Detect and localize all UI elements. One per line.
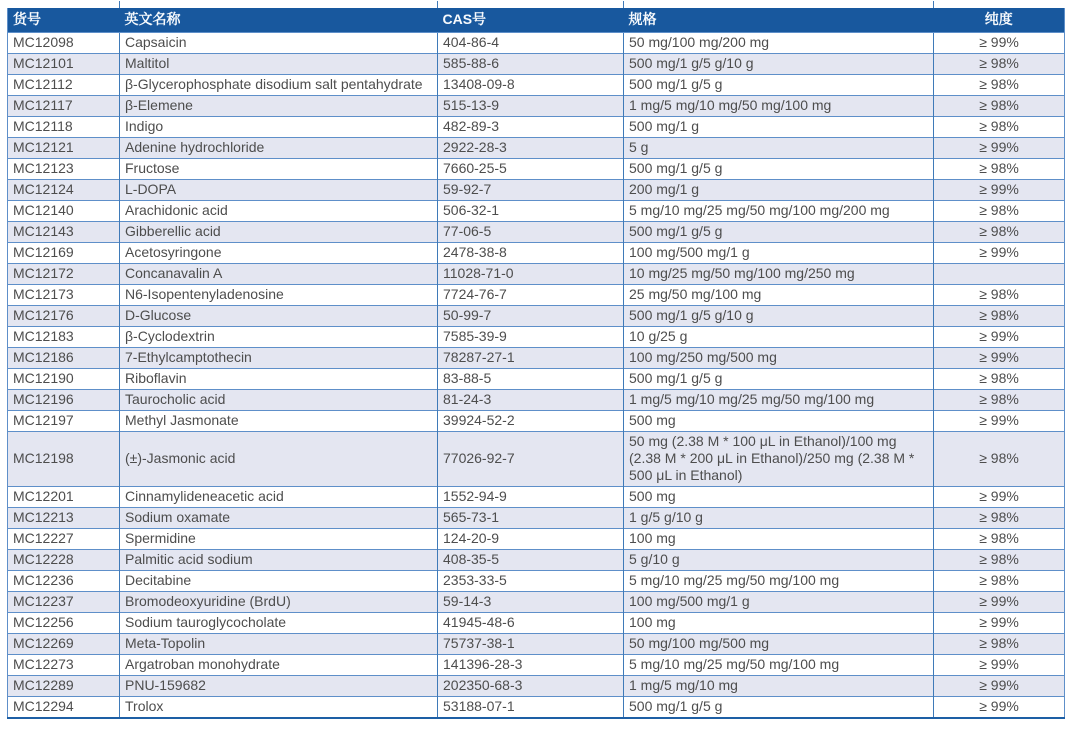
cell-purity: ≥ 99% (934, 138, 1065, 159)
cell-item-no: MC12123 (8, 159, 120, 180)
table-row (8, 33, 1065, 54)
table-row (8, 201, 1065, 222)
table-body (8, 33, 1065, 719)
cell-spec: 100 mg/500 mg/1 g (624, 243, 934, 264)
cell-item-no: MC12169 (8, 243, 120, 264)
cell-english-name: Indigo (120, 117, 438, 138)
cell-item-no: MC12176 (8, 306, 120, 327)
cell-item-no: MC12197 (8, 411, 120, 432)
cell-item-no: MC12236 (8, 571, 120, 592)
column-border-ticks (7, 1, 1064, 8)
cell-english-name: Cinnamylideneacetic acid (120, 487, 438, 508)
table-row (8, 117, 1065, 138)
table-row (8, 487, 1065, 508)
cell-cas: 515-13-9 (438, 96, 624, 117)
table-row (8, 390, 1065, 411)
table-row (8, 75, 1065, 96)
cell-spec: 50 mg (2.38 M * 100 μL in Ethanol)/100 mg (2.38 M * 200 μL in Ethanol)/250 mg (2.38 M * 500 μL in Ethanol) (624, 432, 934, 487)
cell-item-no: MC12256 (8, 613, 120, 634)
cell-item-no: MC12124 (8, 180, 120, 201)
cell-purity (934, 264, 1065, 285)
cell-item-no: MC12140 (8, 201, 120, 222)
cell-purity: ≥ 98% (934, 306, 1065, 327)
cell-cas: 11028-71-0 (438, 264, 624, 285)
cell-english-name: Arachidonic acid (120, 201, 438, 222)
cell-item-no: MC12227 (8, 529, 120, 550)
cell-spec: 100 mg (624, 529, 934, 550)
cell-spec: 100 mg (624, 613, 934, 634)
cell-purity: ≥ 98% (934, 634, 1065, 655)
cell-cas: 59-14-3 (438, 592, 624, 613)
cell-cas: 506-32-1 (438, 201, 624, 222)
table-row (8, 222, 1065, 243)
cell-item-no: MC12112 (8, 75, 120, 96)
cell-cas: 7724-76-7 (438, 285, 624, 306)
cell-english-name: L-DOPA (120, 180, 438, 201)
cell-english-name: Sodium tauroglycocholate (120, 613, 438, 634)
table-row (8, 529, 1065, 550)
cell-english-name: (±)-Jasmonic acid (120, 432, 438, 487)
cell-purity: ≥ 98% (934, 550, 1065, 571)
cell-spec: 25 mg/50 mg/100 mg (624, 285, 934, 306)
cell-cas: 78287-27-1 (438, 348, 624, 369)
cell-spec: 1 mg/5 mg/10 mg/25 mg/50 mg/100 mg (624, 390, 934, 411)
cell-spec: 50 mg/100 mg/500 mg (624, 634, 934, 655)
table-row (8, 592, 1065, 613)
cell-spec: 500 mg (624, 487, 934, 508)
cell-spec: 500 mg/1 g/5 g (624, 369, 934, 390)
cell-english-name: Capsaicin (120, 33, 438, 54)
table-row (8, 138, 1065, 159)
cell-purity: ≥ 98% (934, 75, 1065, 96)
cell-english-name: Decitabine (120, 571, 438, 592)
cell-english-name: Gibberellic acid (120, 222, 438, 243)
cell-cas: 404-86-4 (438, 33, 624, 54)
cell-english-name: D-Glucose (120, 306, 438, 327)
cell-item-no: MC12186 (8, 348, 120, 369)
cell-cas: 202350-68-3 (438, 676, 624, 697)
cell-item-no: MC12183 (8, 327, 120, 348)
cell-item-no: MC12237 (8, 592, 120, 613)
cell-spec: 500 mg (624, 411, 934, 432)
cell-purity: ≥ 98% (934, 390, 1065, 411)
cell-purity: ≥ 98% (934, 222, 1065, 243)
table-row (8, 180, 1065, 201)
table-row (8, 159, 1065, 180)
cell-cas: 408-35-5 (438, 550, 624, 571)
column-header-purity: 纯度 (934, 8, 1065, 33)
cell-english-name: Fructose (120, 159, 438, 180)
cell-purity: ≥ 98% (934, 571, 1065, 592)
table-row (8, 243, 1065, 264)
cell-purity: ≥ 98% (934, 117, 1065, 138)
cell-english-name: Concanavalin A (120, 264, 438, 285)
cell-item-no: MC12198 (8, 432, 120, 487)
cell-cas: 2478-38-8 (438, 243, 624, 264)
cell-spec: 1 mg/5 mg/10 mg/50 mg/100 mg (624, 96, 934, 117)
column-border-stub (119, 1, 120, 8)
cell-english-name: Spermidine (120, 529, 438, 550)
column-header-spec: 规格 (624, 8, 934, 33)
cell-spec: 5 g (624, 138, 934, 159)
cell-purity: ≥ 98% (934, 96, 1065, 117)
cell-purity: ≥ 99% (934, 613, 1065, 634)
table-row (8, 285, 1065, 306)
cell-cas: 2922-28-3 (438, 138, 624, 159)
product-table (7, 8, 1065, 719)
cell-cas: 83-88-5 (438, 369, 624, 390)
column-border-stub (623, 1, 624, 8)
table-row (8, 348, 1065, 369)
cell-english-name: β-Glycerophosphate disodium salt pentahydrate (120, 75, 438, 96)
cell-english-name: Sodium oxamate (120, 508, 438, 529)
table-header-row (8, 8, 1065, 33)
cell-spec: 200 mg/1 g (624, 180, 934, 201)
table-row (8, 613, 1065, 634)
cell-item-no: MC12098 (8, 33, 120, 54)
table-row (8, 697, 1065, 719)
cell-cas: 75737-38-1 (438, 634, 624, 655)
cell-item-no: MC12269 (8, 634, 120, 655)
cell-spec: 10 g/25 g (624, 327, 934, 348)
cell-english-name: β-Elemene (120, 96, 438, 117)
table-row (8, 508, 1065, 529)
cell-cas: 59-92-7 (438, 180, 624, 201)
cell-purity: ≥ 98% (934, 432, 1065, 487)
cell-purity: ≥ 99% (934, 697, 1065, 719)
column-header-cas: CAS号 (438, 8, 624, 33)
cell-english-name: Meta-Topolin (120, 634, 438, 655)
cell-english-name: N6-Isopentenyladenosine (120, 285, 438, 306)
cell-purity: ≥ 99% (934, 180, 1065, 201)
cell-item-no: MC12273 (8, 655, 120, 676)
cell-item-no: MC12190 (8, 369, 120, 390)
cell-item-no: MC12294 (8, 697, 120, 719)
cell-item-no: MC12118 (8, 117, 120, 138)
cell-english-name: Argatroban monohydrate (120, 655, 438, 676)
table-row (8, 571, 1065, 592)
cell-item-no: MC12289 (8, 676, 120, 697)
cell-item-no: MC12172 (8, 264, 120, 285)
cell-purity: ≥ 99% (934, 592, 1065, 613)
cell-spec: 5 mg/10 mg/25 mg/50 mg/100 mg/200 mg (624, 201, 934, 222)
cell-purity: ≥ 99% (934, 655, 1065, 676)
cell-spec: 10 mg/25 mg/50 mg/100 mg/250 mg (624, 264, 934, 285)
cell-cas: 81-24-3 (438, 390, 624, 411)
table-row (8, 634, 1065, 655)
cell-english-name: Adenine hydrochloride (120, 138, 438, 159)
cell-item-no: MC12121 (8, 138, 120, 159)
cell-spec: 50 mg/100 mg/200 mg (624, 33, 934, 54)
cell-purity: ≥ 98% (934, 54, 1065, 75)
cell-english-name: β-Cyclodextrin (120, 327, 438, 348)
cell-item-no: MC12196 (8, 390, 120, 411)
cell-cas: 141396-28-3 (438, 655, 624, 676)
cell-spec: 500 mg/1 g/5 g (624, 159, 934, 180)
cell-purity: ≥ 99% (934, 411, 1065, 432)
cell-purity: ≥ 99% (934, 676, 1065, 697)
cell-cas: 39924-52-2 (438, 411, 624, 432)
cell-item-no: MC12143 (8, 222, 120, 243)
cell-item-no: MC12228 (8, 550, 120, 571)
cell-purity: ≥ 98% (934, 285, 1065, 306)
table-row (8, 327, 1065, 348)
cell-item-no: MC12213 (8, 508, 120, 529)
cell-purity: ≥ 99% (934, 487, 1065, 508)
column-border-stub (437, 1, 438, 8)
cell-english-name: Trolox (120, 697, 438, 719)
cell-purity: ≥ 98% (934, 159, 1065, 180)
cell-purity: ≥ 98% (934, 529, 1065, 550)
cell-cas: 482-89-3 (438, 117, 624, 138)
cell-spec: 5 mg/10 mg/25 mg/50 mg/100 mg (624, 655, 934, 676)
cell-purity: ≥ 98% (934, 369, 1065, 390)
cell-purity: ≥ 99% (934, 348, 1065, 369)
cell-cas: 7585-39-9 (438, 327, 624, 348)
cell-item-no: MC12173 (8, 285, 120, 306)
cell-spec: 500 mg/1 g/5 g/10 g (624, 54, 934, 75)
cell-english-name: Bromodeoxyuridine (BrdU) (120, 592, 438, 613)
cell-spec: 500 mg/1 g/5 g (624, 222, 934, 243)
column-header-english-name: 英文名称 (120, 8, 438, 33)
cell-english-name: Riboflavin (120, 369, 438, 390)
cell-spec: 500 mg/1 g (624, 117, 934, 138)
cell-item-no: MC12201 (8, 487, 120, 508)
cell-cas: 77-06-5 (438, 222, 624, 243)
cell-purity: ≥ 98% (934, 508, 1065, 529)
table-row (8, 54, 1065, 75)
cell-english-name: 7-Ethylcamptothecin (120, 348, 438, 369)
column-header-item-no: 货号 (8, 8, 120, 33)
cell-english-name: Maltitol (120, 54, 438, 75)
cell-purity: ≥ 99% (934, 243, 1065, 264)
cell-english-name: Palmitic acid sodium (120, 550, 438, 571)
table-row (8, 655, 1065, 676)
cell-spec: 500 mg/1 g/5 g (624, 75, 934, 96)
cell-spec: 100 mg/500 mg/1 g (624, 592, 934, 613)
cell-english-name: Methyl Jasmonate (120, 411, 438, 432)
table-row (8, 550, 1065, 571)
cell-purity: ≥ 99% (934, 327, 1065, 348)
cell-spec: 500 mg/1 g/5 g/10 g (624, 306, 934, 327)
cell-cas: 41945-48-6 (438, 613, 624, 634)
cell-cas: 13408-09-8 (438, 75, 624, 96)
cell-cas: 77026-92-7 (438, 432, 624, 487)
cell-cas: 7660-25-5 (438, 159, 624, 180)
cell-cas: 50-99-7 (438, 306, 624, 327)
cell-purity: ≥ 99% (934, 33, 1065, 54)
cell-english-name: Taurocholic acid (120, 390, 438, 411)
cell-spec: 500 mg/1 g/5 g (624, 697, 934, 719)
table-row (8, 306, 1065, 327)
cell-purity: ≥ 98% (934, 201, 1065, 222)
cell-item-no: MC12117 (8, 96, 120, 117)
cell-cas: 585-88-6 (438, 54, 624, 75)
cell-spec: 100 mg/250 mg/500 mg (624, 348, 934, 369)
cell-cas: 124-20-9 (438, 529, 624, 550)
cell-english-name: PNU-159682 (120, 676, 438, 697)
table-row (8, 432, 1065, 487)
cell-spec: 5 mg/10 mg/25 mg/50 mg/100 mg (624, 571, 934, 592)
cell-spec: 5 g/10 g (624, 550, 934, 571)
cell-item-no: MC12101 (8, 54, 120, 75)
cell-cas: 53188-07-1 (438, 697, 624, 719)
cell-cas: 1552-94-9 (438, 487, 624, 508)
column-border-stub (933, 1, 934, 8)
table-row (8, 96, 1065, 117)
cell-cas: 2353-33-5 (438, 571, 624, 592)
cell-cas: 565-73-1 (438, 508, 624, 529)
table-row (8, 264, 1065, 285)
cell-english-name: Acetosyringone (120, 243, 438, 264)
table-row (8, 369, 1065, 390)
table-row (8, 411, 1065, 432)
table-row (8, 676, 1065, 697)
cell-spec: 1 mg/5 mg/10 mg (624, 676, 934, 697)
cell-spec: 1 g/5 g/10 g (624, 508, 934, 529)
